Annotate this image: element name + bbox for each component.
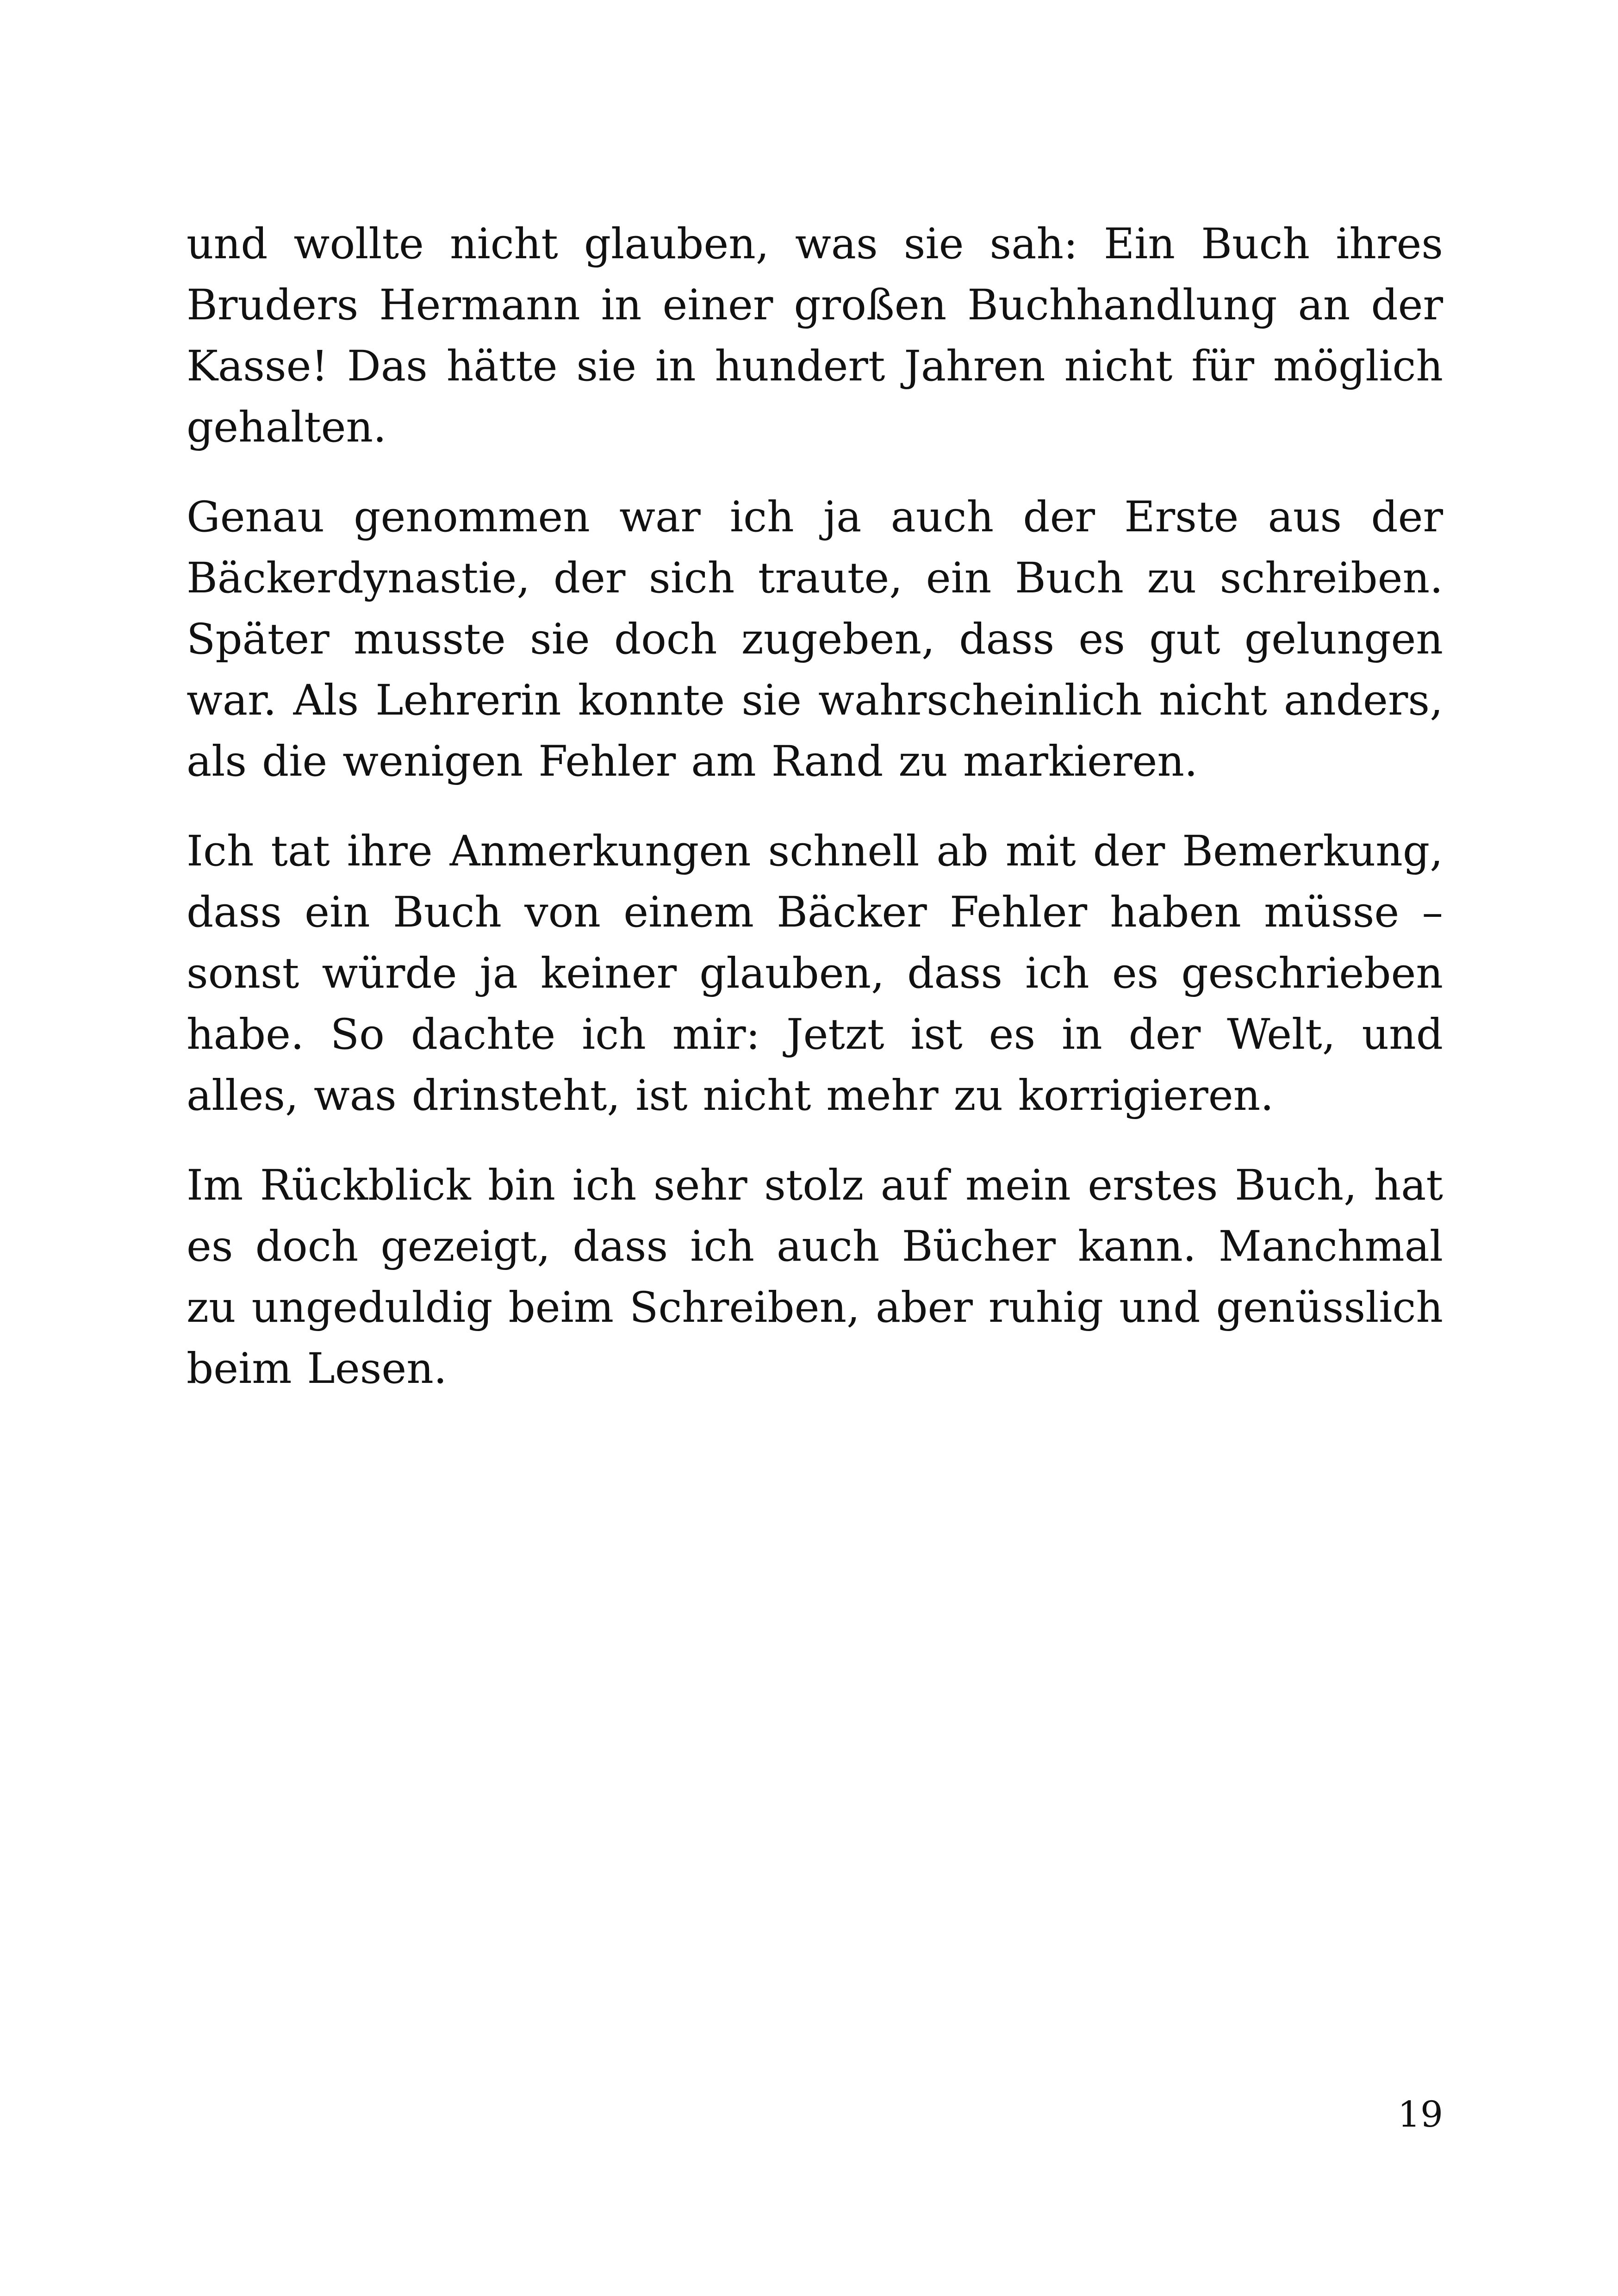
paragraph-3: Ich tat ihre Anmerkungen schnell ab mit der Bemerkung, dass ein Buch von einem Bäcker Fehler haben müsse – sonst würde ja keiner glauben, dass ich es geschrieben habe. So dachte ich mir: Jetzt ist es in der Welt, und alles, was drinsteht, ist nicht mehr zu korrigieren. <box>187 827 1443 1120</box>
paragraph-2: Genau genommen war ich ja auch der Erste aus der Bäckerdynastie, der sich traute, ein Buch zu schreiben. Später musste sie doch zugeben, dass es gut gelungen war. Als Lehrerin konnte sie wahrscheinlich nicht anders, als die wenigen Fehler am Rand zu markieren. <box>187 493 1443 786</box>
paragraph-4: Im Rückblick bin ich sehr stolz auf mein erstes Buch, hat es doch gezeigt, dass ich auch Bücher kann. Manchmal zu ungeduldig beim Schreiben, aber ruhig und genüsslich beim Lesen. <box>187 1161 1443 1393</box>
paragraph-1: und wollte nicht glauben, was sie sah: Ein Buch ihres Bruders Hermann in einer großen Buchhandlung an der Kasse! Das hätte sie in hundert Jahren nicht für möglich gehalten. <box>187 220 1443 452</box>
page-number: 19 <box>1398 2094 1443 2135</box>
body-text <box>187 214 1443 1428</box>
